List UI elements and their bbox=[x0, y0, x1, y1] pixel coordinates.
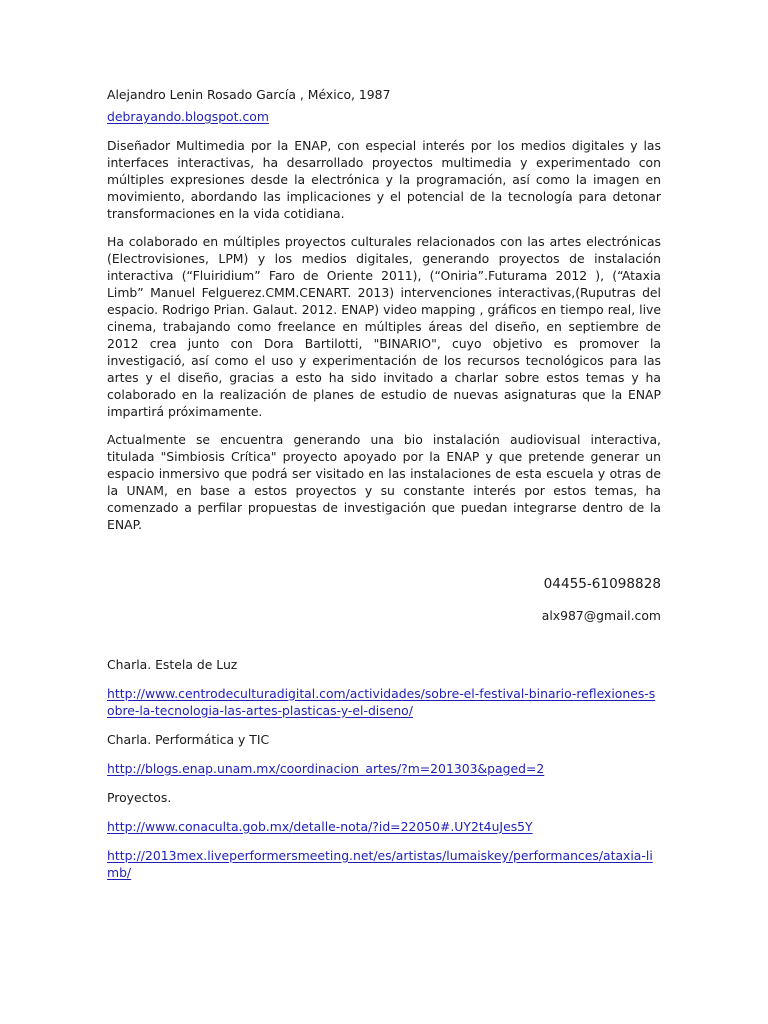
email-address: alx987@gmail.com bbox=[541, 607, 661, 623]
blog-link-line bbox=[107, 108, 661, 125]
charla-estela-link-line bbox=[107, 685, 661, 719]
phone-number: 04455-61098828 bbox=[543, 576, 661, 592]
charla-performatica-label: Charla. Performática y TIC bbox=[107, 731, 270, 747]
charla-estela-link[interactable]: http://www.centrodeculturadigital.com/actividades/sobre-el-festival-binario-reflexiones-sobre-la-tecnologia-las-artes-plasticas-y-el-diseno/ bbox=[107, 685, 656, 718]
blog-link[interactable]: debrayando.blogspot.com bbox=[107, 109, 269, 124]
proyectos-link-2-line bbox=[107, 847, 661, 881]
bio-paragraph-2: Ha colaborado en múltiples proyectos culturales relacionados con las artes electrónicas (Electrovisiones, LPM) y los medios digitales, generando proyectos de instalación interactiva (“Fluiridium” Faro de Oriente 2011), (“Oniria”.Futurama 2012 ), (“Ataxia Limb” Manuel Felguerez.CMM.CENART. 2013) intervenciones interactivas,(Ruputras del espacio. Rodrigo Prian. Galaut. 2012. ENAP) video mapping , gráficos en tiempo real, live cinema, trabajando como freelance en múltiples áreas del diseño, en septiembre de 2012 crea junto con Dora Bartilotti, "BINARIO", cuyo objetivo es promover la investigació, así como el uso y experimentación de los recursos tecnológicos para las artes y el diseño, gracias a esto ha sido invitado a charlar sobre estos temas y ha colaborado en la realización de planes de estudio de nuevas asignaturas que la ENAP impartirá próximamente. bbox=[107, 234, 661, 419]
bio-paragraph-3: Actualmente se encuentra generando una bio instalación audiovisual interactiva, titulada "Simbiosis Crítica" proyecto apoyado por la ENAP y que pretende generar un espacio inmersivo que podrá ser visitado en las instalaciones de esta escuela y otras de la UNAM, en base a estos proyectos y su constante interés por estos temas, ha comenzado a perfilar propuestas de investigación que puedan integrarse dentro de la ENAP. bbox=[107, 432, 661, 532]
proyectos-link-1-line bbox=[107, 818, 661, 835]
author-line: Alejandro Lenin Rosado García , México, 1987 bbox=[107, 87, 391, 102]
charla-performatica-link[interactable]: http://blogs.enap.unam.mx/coordinacion_artes/?m=201303&paged=2 bbox=[107, 760, 545, 776]
charla-performatica-link-line bbox=[107, 760, 661, 777]
proyectos-link-conaculta[interactable]: http://www.conaculta.gob.mx/detalle-nota/?id=22050#.UY2t4uJes5Y bbox=[107, 818, 533, 834]
proyectos-link-liveperformers[interactable]: http://2013mex.liveperformersmeeting.net/es/artistas/lumaiskey/performances/ataxia-limb/ bbox=[107, 847, 653, 880]
proyectos-label: Proyectos. bbox=[107, 789, 172, 805]
bio-paragraph-1: Diseñador Multimedia por la ENAP, con especial interés por los medios digitales y las interfaces interactivas, ha desarrollado proyectos multimedia y experimentado con múltiples expresiones desde la electrónica y la programación, así como la imagen en movimiento, abordando las implicaciones y el potencial de la tecnología para detonar transformaciones en la vida cotidiana. bbox=[107, 138, 661, 221]
charla-estela-label: Charla. Estela de Luz bbox=[107, 656, 238, 672]
